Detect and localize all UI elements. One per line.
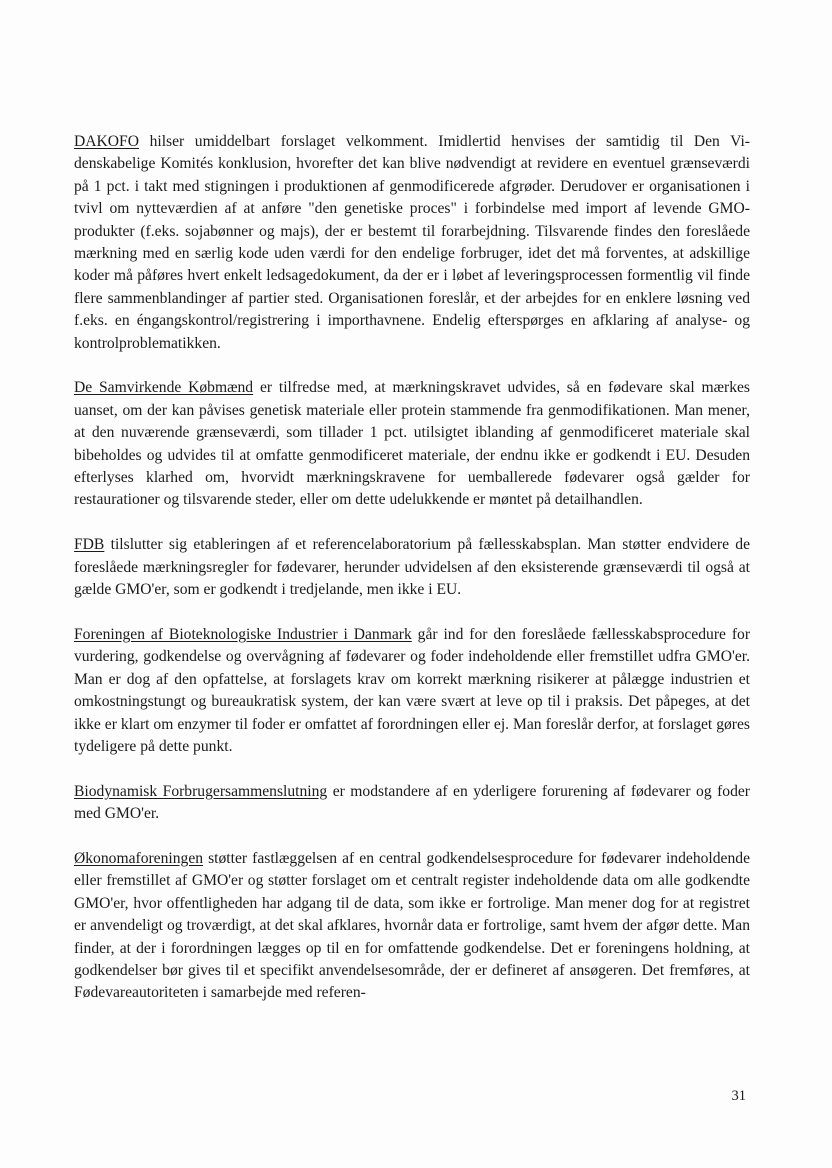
page-number: 31 — [731, 1088, 746, 1104]
org-name-okonomaforeningen: Økonomaforeningen — [74, 849, 204, 867]
org-name-biodynamisk: Biodynamisk Forbrugersammenslutning — [74, 782, 328, 800]
paragraph-biodynamisk — [74, 781, 750, 826]
paragraph-dakofo — [74, 131, 750, 355]
paragraph-bioteknologiske-industrier — [74, 624, 750, 758]
org-name-dakofo: DAKOFO — [74, 133, 139, 150]
paragraph-okonomaforeningen — [74, 848, 750, 1005]
paragraph-samvirkende-kobmaend — [74, 377, 750, 511]
paragraph-text-bioteknologiske-industrier: går ind for den foreslåede fællesskabsprocedure for vurdering, godkendelse og overvågning af fødevarer og foder indeholdende eller fremstillet udfra GMO'er. Man er dog af den opfattelse, at forslagets krav om korrekt mærkning risikerer at pålægge industrien et omkostningstungt og bureaukratisk system, der kan være svært at leve op til i praksis. Det påpeges, at det ikke er klart om enzymer til foder er omfattet af forordningen eller ej. Man foreslår derfor, at forslaget gøres tydeligere på dette punkt. — [74, 625, 751, 755]
paragraph-fdb — [74, 534, 750, 601]
paragraph-text-okonomaforeningen: støtter fastlæggelsen af en central godkendelsesprocedure for fødevarer indeholdende eller fremstillet af GMO'er og støtter forslaget om et centralt register indeholdende data om alle godkendte GMO'er, hvor offentligheden har adgang til de data, som ikke er fortrolige. Man mener dog for at registret er anvendeligt og troværdigt, at det skal afklares, hvornår data er fortrolige, samt hvem der afgør dette. Man finder, at der i forordningen lægges op til en for omfattende godkendelse. Det er foreningens holdning, at godkendelser bør gives til et specifikt anvendelsesområde, der er defineret af ansøgeren. Det fremføres, at Fødevareautoriteten i samarbejde med referen- — [74, 849, 750, 1002]
org-name-fdb: FDB — [74, 536, 105, 554]
paragraph-text-biodynamisk: er modstandere af en yderligere forurening af fødevarer og foder med GMO'er. — [74, 782, 750, 823]
org-name-bioteknologiske-industrier: Foreningen af Bioteknologiske Industrier i Danmark — [74, 625, 412, 643]
org-name-samvirkende-kobmaend: De Samvirkende Købmænd — [74, 379, 254, 397]
document-body — [74, 131, 750, 1027]
paragraph-text-samvirkende-kobmaend: er tilfredse med, at mærkningskravet udvides, så en fødevare skal mærkes uanset, om der kan påvises genetisk materiale eller protein stammende fra genmodifikationen. Man mener, at den nuværende grænseværdi, som tillader 1 pct. utilsigtet iblanding af genmodificeret materiale skal bibeholdes og udvides til at omfatte genmodificeret materiale, der endnu ikke er godkendt i EU. Desuden efterlyses klarhed om, hvorvidt mærkningskravene for uemballerede fødevarer også gælder for restaurationer og tilsvarende steder, eller om dette udelukkende er møntet på detailhandlen. — [74, 379, 750, 509]
paragraph-text-fdb: tilslutter sig etableringen af et referencelaboratorium på fællesskabsplan. Man støtter endvidere de foreslåede mærkningsregler for fødevarer, herunder udvidelsen af den eksisterende grænseværdi til også at gælde GMO'er, som er godkendt i tredjelande, men ikke i EU. — [74, 536, 750, 599]
paragraph-text-dakofo: hilser umiddelbart forslaget velkomment. Imidlertid henvises der samtidig til Den Videnskabelige Komités konklusion, hvorefter det kan blive nødvendigt at revidere en eventuel grænseværdi på 1 pct. i takt med stigningen i produktionen af genmodificerede afgrøder. Derudover er organisationen i tvivl om nytteværdien af at anføre "den genetiske proces" i forbindelse med import af levende GMO-produkter (f.eks. sojabønner og majs), der er bestemt til forarbejdning. Tilsvarende findes den foreslåede mærkning med en særlig kode uden værdi for den endelige forbruger, idet det må forventes, at adskillige koder må påføres hvert enkelt ledsagedokument, da der er i løbet af leveringsprocessen formentlig vil finde flere sammenblandinger af partier sted. Organisationen foreslår, et der arbejdes for en enklere løsning ved f.eks. en éngangskontrol/registrering i importhavnene. Endelig efterspørges en afklaring af analyse- og kontrolproblematikken. — [74, 133, 750, 352]
